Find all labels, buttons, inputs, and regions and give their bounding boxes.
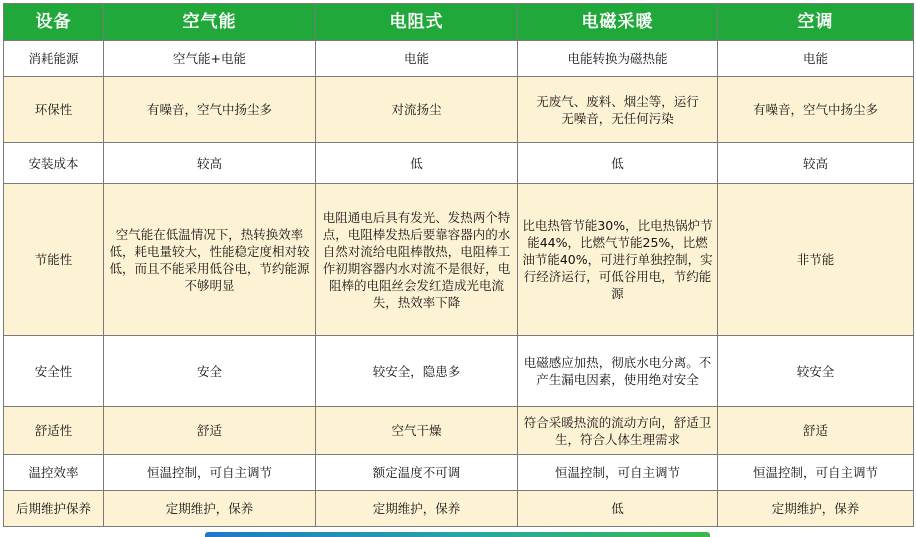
row-label: 消耗能源 <box>4 41 104 77</box>
header-resistive: 电阻式 <box>316 4 518 41</box>
cell-resistive: 额定温度不可调 <box>316 455 518 491</box>
row-label: 温控效率 <box>4 455 104 491</box>
cell-air-energy: 空气能在低温情况下，热转换效率低，耗电量较大，性能稳定度相对较低，而且不能采用低谷电，节约能源不够明显 <box>104 184 316 336</box>
cell-air-energy: 舒适 <box>104 407 316 455</box>
cell-electromagnetic: 比电热管节能30%，比电热锅炉节能44%，比燃气节能25%，比燃油节能40%，可进行单独控制，实行经济运行，可低谷用电，节约能源 <box>518 184 718 336</box>
cell-electromagnetic: 电磁感应加热，彻底水电分离。不产生漏电因素，使用绝对安全 <box>518 336 718 407</box>
cell-electromagnetic: 符合采暖热流的流动方向，舒适卫生，符合人体生理需求 <box>518 407 718 455</box>
cell-electromagnetic: 恒温控制，可自主调节 <box>518 455 718 491</box>
header-electromagnetic: 电磁采暖 <box>518 4 718 41</box>
table-row <box>4 184 914 336</box>
row-label: 安装成本 <box>4 143 104 184</box>
table-row <box>4 455 914 491</box>
cell-air-conditioner: 较高 <box>718 143 914 184</box>
cell-resistive: 电阻通电后具有发光、发热两个特点，电阻棒发热后要靠容器内的水自然对流给电阻棒散热，电阻棒工作初期容器内水对流不是很好，电阻棒的电阻丝会发红造成光电流失，热效率下降 <box>316 184 518 336</box>
cell-electromagnetic: 低 <box>518 143 718 184</box>
cell-resistive: 空气干燥 <box>316 407 518 455</box>
cell-air-conditioner: 恒温控制，可自主调节 <box>718 455 914 491</box>
cell-air-energy: 有噪音，空气中扬尘多 <box>104 77 316 143</box>
row-label: 安全性 <box>4 336 104 407</box>
cell-air-energy: 空气能+电能 <box>104 41 316 77</box>
cell-resistive: 对流扬尘 <box>316 77 518 143</box>
cell-air-conditioner: 非节能 <box>718 184 914 336</box>
table-row <box>4 336 914 407</box>
cell-electromagnetic: 无废气、废料、烟尘等，运行无噪音，无任何污染 <box>518 77 718 143</box>
cell-air-conditioner: 电能 <box>718 41 914 77</box>
cell-air-energy: 较高 <box>104 143 316 184</box>
header-air-conditioner: 空调 <box>718 4 914 41</box>
cell-air-conditioner: 定期维护，保养 <box>718 491 914 527</box>
cell-resistive: 低 <box>316 143 518 184</box>
cell-air-energy: 安全 <box>104 336 316 407</box>
cell-resistive: 定期维护，保养 <box>316 491 518 527</box>
table-header-row <box>4 4 914 41</box>
row-label: 节能性 <box>4 184 104 336</box>
cell-air-energy: 定期维护，保养 <box>104 491 316 527</box>
cell-electromagnetic: 电能转换为磁热能 <box>518 41 718 77</box>
cell-electromagnetic: 低 <box>518 491 718 527</box>
decorative-bottom-bar <box>205 532 710 537</box>
row-label: 舒适性 <box>4 407 104 455</box>
cell-air-conditioner: 较安全 <box>718 336 914 407</box>
cell-air-energy: 恒温控制，可自主调节 <box>104 455 316 491</box>
comparison-table-wrapper <box>3 3 913 527</box>
table-row <box>4 491 914 527</box>
table-row <box>4 407 914 455</box>
header-device: 设备 <box>4 4 104 41</box>
header-air-energy: 空气能 <box>104 4 316 41</box>
row-label: 环保性 <box>4 77 104 143</box>
cell-air-conditioner: 有噪音，空气中扬尘多 <box>718 77 914 143</box>
table-row <box>4 41 914 77</box>
cell-resistive: 较安全，隐患多 <box>316 336 518 407</box>
cell-resistive: 电能 <box>316 41 518 77</box>
row-label: 后期维护保养 <box>4 491 104 527</box>
cell-air-conditioner: 舒适 <box>718 407 914 455</box>
table-row <box>4 143 914 184</box>
heating-comparison-table <box>3 3 914 527</box>
table-row <box>4 77 914 143</box>
